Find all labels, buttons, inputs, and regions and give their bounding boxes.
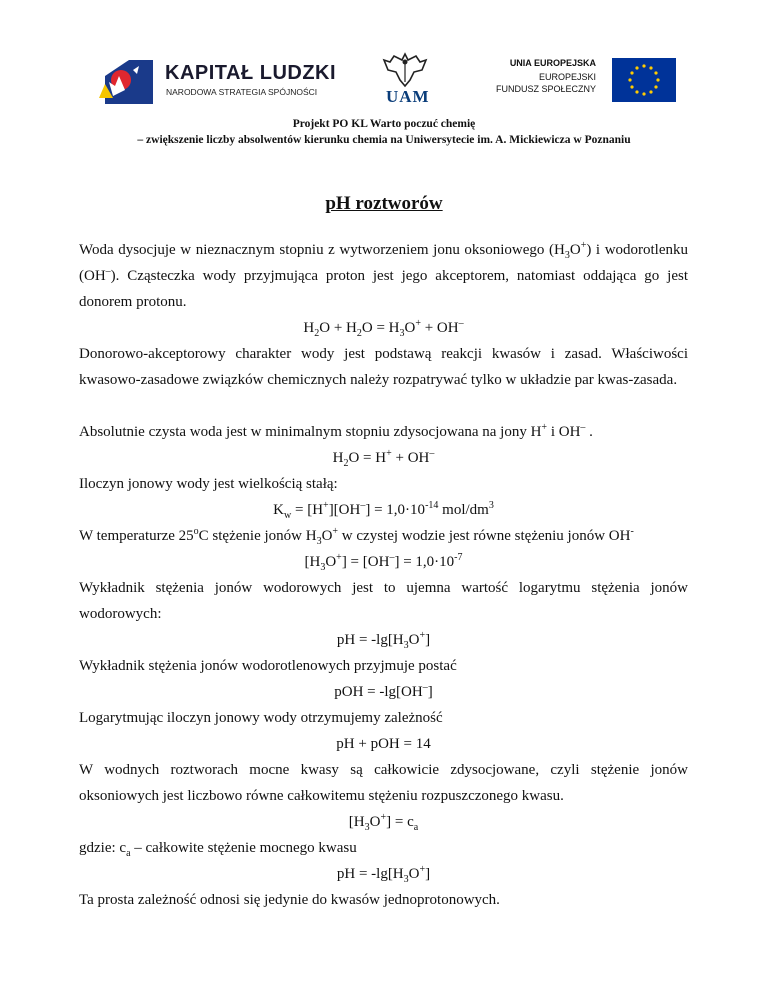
- uam-logo-text: UAM: [386, 87, 430, 106]
- paragraph-3: Absolutnie czysta woda jest w minimalnym stopniu zdysocjowana na jony H+ i OH– .: [79, 422, 593, 440]
- paragraph-9: W wodnych roztworach mocne kwasy są całkowicie zdysocjowane, czyli stężenie jonów oksoniowych jest liczbowo równe całkowitemu stężeniu rozpuszczonego kwasu.: [79, 762, 688, 804]
- paragraph-1: Woda dysocjuje w nieznacznym stopniu z wytworzeniem jonu oksoniowego $(H_3O^+)$ i wodorotlenku (OH–). Cząsteczka wody przyjmująca proton jest jego akceptorem, natomiast oddająca go jest donorem protonu.: [79, 240, 689, 310]
- eu-line-3: FUNDUSZ SPOŁECZNY: [495, 84, 596, 94]
- project-line-2: – zwiększenie liczby absolwentów kierunku chemia na Uniwersytecie im. A. Mickiewicza w Poznaniu: [137, 134, 631, 146]
- paragraph-8: Logarytmując iloczyn jonowy wody otrzymujemy zależność: [79, 710, 443, 726]
- eu-logo: [492, 56, 682, 106]
- equation-ph-strong-acid: pH = $-\lg[H_3O^+]$: [336, 864, 431, 885]
- paragraph-10: gdzie: $c_a$ – całkowite stężenie mocnego kwasu: [79, 840, 357, 859]
- paragraph-6: Wykładnik stężenia jonów wodorowych jest to ujemna wartość logarytmu stężenia jonów wodorowych:: [79, 580, 688, 622]
- equation-concentrations: $[H_3O^+] = [OH^-] = 1,0\cdot 10^{-7}$: [304, 552, 463, 573]
- kl-logo-subtitle: NARODOWA STRATEGIA SPÓJNOŚCI: [166, 87, 318, 97]
- equation-poh-definition: pOH = -lg[OH–]: [334, 682, 433, 700]
- eu-line-1: UNIA EUROPEJSKA: [509, 58, 596, 68]
- uam-logo: [380, 50, 430, 108]
- kapital-ludzki-logo: [95, 46, 337, 108]
- paragraph-2: Donorowo-akceptorowy charakter wody jest podstawą reakcji kwasów i zasad. Właściwości kwasowo-zasadowe związków chemicznych należy rozpatrywać tylko w układzie par kwas-zasada.: [79, 346, 688, 388]
- project-line-1: Projekt PO KL Warto poczuć chemię: [292, 118, 476, 130]
- equation-ph-definition: pH = $-\lg[H_3O^+]$: [336, 630, 431, 651]
- equation-ionic-product: $K_w = [H^+][OH^-] = 1,0\cdot 10^{-14}$ mol/$dm^3$: [273, 500, 494, 521]
- page-title: pH roztworów: [325, 193, 443, 214]
- equation-ph-poh-sum: pH + pOH = 14: [336, 736, 431, 752]
- paragraph-11: Ta prosta zależność odnosi się jedynie do kwasów jednoprotonowych.: [79, 892, 500, 908]
- paragraph-7: Wykładnik stężenia jonów wodorotlenowych przyjmuje postać: [79, 658, 457, 674]
- paragraph-4: Iloczyn jonowy wody jest wielkością stałą:: [79, 476, 338, 492]
- kapital-ludzki-emblem-icon: [95, 46, 159, 108]
- equation-strong-acid-concentration: $[H_3O^+] = c_a$: [348, 812, 419, 833]
- equation-water-dissociation: $H_2O = H^+ + OH^-$: [332, 448, 435, 469]
- paragraph-5: W temperaturze 25$^o$C stężenie jonów $H_3O^+$ w czystej wodzie jest równe stężeniu jonów OH-: [79, 526, 634, 547]
- kl-logo-title: KAPITAŁ LUDZKI: [165, 62, 337, 84]
- eu-flag-icon: [612, 58, 676, 102]
- eagle-icon: [380, 50, 430, 88]
- equation-water-autoionization: $H_2O + H_2O = H_3O^+ + OH^-$: [303, 318, 464, 339]
- eu-line-2: EUROPEJSKI: [538, 72, 596, 82]
